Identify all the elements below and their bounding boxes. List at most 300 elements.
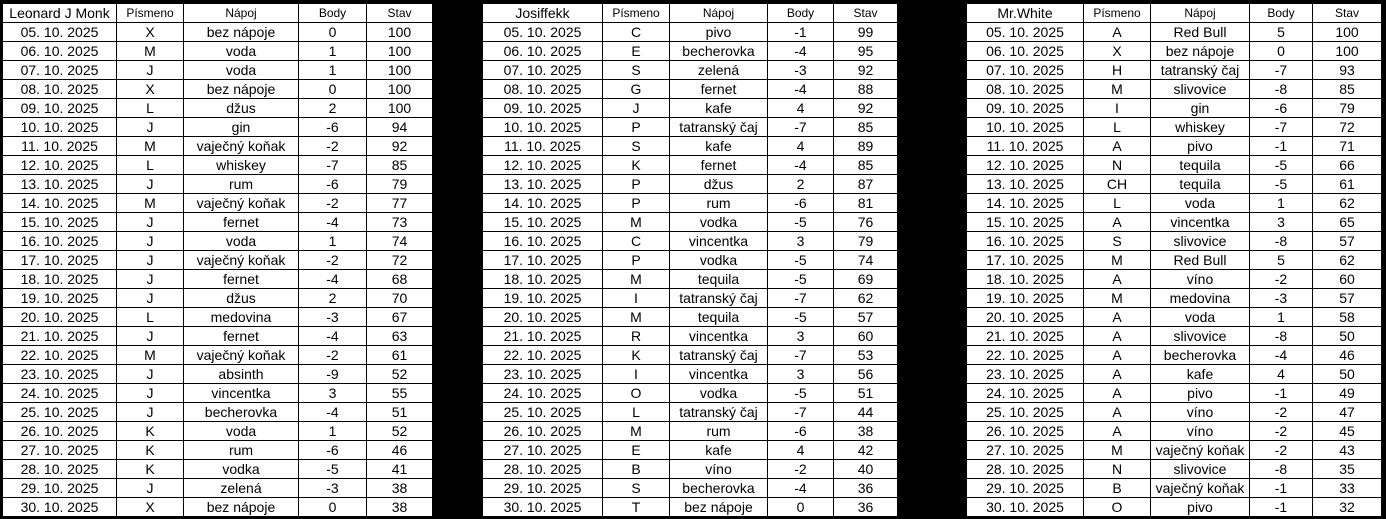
drink-cell: slivovice	[1151, 232, 1250, 251]
letter-cell: A	[1084, 137, 1151, 156]
date-cell: 05. 10. 2025	[967, 23, 1084, 42]
header-row	[483, 4, 898, 23]
points-cell: -4	[299, 270, 367, 289]
points-cell: 3	[299, 384, 367, 403]
status-cell: 36	[834, 498, 898, 517]
drink-cell: voda	[1151, 194, 1250, 213]
letter-cell: M	[117, 137, 184, 156]
letter-cell: C	[603, 23, 670, 42]
score-table	[966, 3, 1382, 517]
letter-cell: E	[603, 42, 670, 61]
status-cell: 35	[1313, 460, 1382, 479]
drink-cell: rum	[184, 175, 299, 194]
drink-header: Nápoj	[670, 4, 768, 23]
drink-cell: fernet	[184, 327, 299, 346]
letter-cell: K	[603, 156, 670, 175]
points-cell: -6	[299, 175, 367, 194]
date-cell: 08. 10. 2025	[483, 80, 603, 99]
table-row	[3, 232, 433, 251]
status-cell: 85	[1313, 80, 1382, 99]
status-cell: 58	[1313, 308, 1382, 327]
letter-cell: J	[117, 479, 184, 498]
date-cell: 08. 10. 2025	[967, 80, 1084, 99]
drink-cell: fernet	[670, 80, 768, 99]
points-cell: -2	[1250, 422, 1313, 441]
letter-cell: I	[1084, 99, 1151, 118]
points-cell: -2	[299, 137, 367, 156]
table-row	[967, 99, 1382, 118]
points-cell: -3	[1250, 289, 1313, 308]
points-cell: -5	[768, 270, 834, 289]
status-cell: 57	[834, 308, 898, 327]
table-row	[483, 308, 898, 327]
date-cell: 19. 10. 2025	[483, 289, 603, 308]
table-row	[483, 270, 898, 289]
points-cell: -7	[768, 403, 834, 422]
table-row	[483, 365, 898, 384]
letter-cell: N	[1084, 460, 1151, 479]
date-cell: 10. 10. 2025	[483, 118, 603, 137]
date-cell: 30. 10. 2025	[3, 498, 117, 517]
drink-cell: džus	[184, 99, 299, 118]
date-cell: 06. 10. 2025	[483, 42, 603, 61]
date-cell: 26. 10. 2025	[3, 422, 117, 441]
table-row	[3, 175, 433, 194]
letter-cell: M	[1084, 251, 1151, 270]
points-cell: 4	[768, 441, 834, 460]
drink-cell: bez nápoje	[184, 80, 299, 99]
drink-cell: vincentka	[670, 365, 768, 384]
status-cell: 85	[834, 156, 898, 175]
status-cell: 68	[367, 270, 433, 289]
letter-cell: M	[603, 213, 670, 232]
drink-cell: becherovka	[670, 479, 768, 498]
points-cell: -7	[768, 289, 834, 308]
date-cell: 28. 10. 2025	[967, 460, 1084, 479]
status-cell: 99	[834, 23, 898, 42]
status-cell: 67	[367, 308, 433, 327]
status-cell: 44	[834, 403, 898, 422]
drink-cell: medovina	[184, 308, 299, 327]
date-cell: 25. 10. 2025	[3, 403, 117, 422]
letter-cell: J	[117, 118, 184, 137]
drink-cell: bez nápoje	[184, 498, 299, 517]
letter-cell: J	[117, 384, 184, 403]
table-row	[3, 99, 433, 118]
date-cell: 29. 10. 2025	[483, 479, 603, 498]
status-cell: 85	[834, 118, 898, 137]
table-row	[967, 289, 1382, 308]
letter-cell: L	[1084, 194, 1151, 213]
points-cell: -8	[1250, 80, 1313, 99]
table-row	[483, 213, 898, 232]
status-cell: 57	[1313, 232, 1382, 251]
table-row	[3, 498, 433, 517]
date-cell: 27. 10. 2025	[967, 441, 1084, 460]
table-row	[967, 23, 1382, 42]
player-name-header: Leonard J Monk	[3, 4, 117, 23]
drink-cell: gin	[1151, 99, 1250, 118]
status-cell: 32	[1313, 498, 1382, 517]
date-cell: 15. 10. 2025	[483, 213, 603, 232]
date-cell: 13. 10. 2025	[3, 175, 117, 194]
drink-cell: fernet	[184, 270, 299, 289]
table-row	[483, 118, 898, 137]
status-cell: 33	[1313, 479, 1382, 498]
points-cell: -4	[299, 327, 367, 346]
drink-cell: Red Bull	[1151, 23, 1250, 42]
drink-cell: tatranský čaj	[670, 346, 768, 365]
table-row	[3, 251, 433, 270]
status-cell: 56	[834, 365, 898, 384]
date-cell: 29. 10. 2025	[3, 479, 117, 498]
points-cell: 0	[299, 498, 367, 517]
table-row	[483, 61, 898, 80]
status-cell: 36	[834, 479, 898, 498]
letter-cell: J	[117, 365, 184, 384]
table-row	[967, 498, 1382, 517]
status-cell: 65	[1313, 213, 1382, 232]
drink-cell: zelená	[670, 61, 768, 80]
date-cell: 06. 10. 2025	[3, 42, 117, 61]
letter-cell: M	[1084, 441, 1151, 460]
points-cell: 1	[299, 61, 367, 80]
letter-cell: N	[1084, 156, 1151, 175]
status-cell: 89	[834, 137, 898, 156]
drink-cell: becherovka	[670, 42, 768, 61]
letter-cell: P	[603, 194, 670, 213]
drink-cell: džus	[184, 289, 299, 308]
table-row	[967, 422, 1382, 441]
drink-cell: voda	[184, 422, 299, 441]
date-cell: 13. 10. 2025	[483, 175, 603, 194]
table-row	[3, 137, 433, 156]
status-cell: 73	[367, 213, 433, 232]
drink-cell: voda	[1151, 308, 1250, 327]
date-cell: 16. 10. 2025	[3, 232, 117, 251]
letter-cell: L	[117, 99, 184, 118]
letter-header: Písmeno	[603, 4, 670, 23]
table-row	[3, 479, 433, 498]
table-row	[483, 232, 898, 251]
drink-cell: gin	[184, 118, 299, 137]
date-cell: 27. 10. 2025	[3, 441, 117, 460]
status-cell: 38	[834, 422, 898, 441]
status-cell: 47	[1313, 403, 1382, 422]
date-cell: 15. 10. 2025	[3, 213, 117, 232]
letter-cell: X	[1084, 42, 1151, 61]
points-cell: -8	[1250, 460, 1313, 479]
table-row	[483, 42, 898, 61]
drink-cell: vincentka	[670, 327, 768, 346]
table-row	[967, 61, 1382, 80]
points-cell: 3	[768, 232, 834, 251]
date-cell: 11. 10. 2025	[3, 137, 117, 156]
drink-cell: vodka	[670, 213, 768, 232]
date-cell: 22. 10. 2025	[967, 346, 1084, 365]
drink-cell: tatranský čaj	[1151, 61, 1250, 80]
drink-cell: pivo	[1151, 384, 1250, 403]
status-cell: 62	[1313, 251, 1382, 270]
date-cell: 21. 10. 2025	[967, 327, 1084, 346]
letter-cell: M	[603, 422, 670, 441]
drink-cell: vodka	[670, 251, 768, 270]
status-cell: 100	[367, 61, 433, 80]
table-row	[967, 384, 1382, 403]
status-cell: 100	[1313, 23, 1382, 42]
date-cell: 25. 10. 2025	[967, 403, 1084, 422]
date-cell: 15. 10. 2025	[967, 213, 1084, 232]
status-cell: 93	[1313, 61, 1382, 80]
letter-cell: M	[1084, 80, 1151, 99]
letter-cell: K	[603, 346, 670, 365]
letter-cell: A	[1084, 365, 1151, 384]
date-cell: 20. 10. 2025	[3, 308, 117, 327]
letter-cell: A	[1084, 346, 1151, 365]
drink-cell: slivovice	[1151, 460, 1250, 479]
points-cell: -5	[1250, 175, 1313, 194]
letter-cell: K	[117, 441, 184, 460]
status-cell: 51	[367, 403, 433, 422]
table-row	[3, 327, 433, 346]
points-cell: 1	[299, 422, 367, 441]
letter-cell: B	[603, 460, 670, 479]
letter-cell: A	[1084, 403, 1151, 422]
letter-cell: B	[1084, 479, 1151, 498]
table-row	[3, 42, 433, 61]
date-cell: 22. 10. 2025	[3, 346, 117, 365]
points-cell: -1	[1250, 498, 1313, 517]
drink-cell: víno	[1151, 403, 1250, 422]
letter-cell: A	[1084, 23, 1151, 42]
points-cell: 0	[299, 23, 367, 42]
date-cell: 10. 10. 2025	[3, 118, 117, 137]
date-cell: 12. 10. 2025	[483, 156, 603, 175]
table-row	[3, 23, 433, 42]
drink-cell: kafe	[670, 441, 768, 460]
status-cell: 72	[1313, 118, 1382, 137]
drink-cell: kafe	[670, 99, 768, 118]
status-cell: 100	[367, 23, 433, 42]
header-row	[3, 4, 433, 23]
drink-cell: bez nápoje	[184, 23, 299, 42]
status-cell: 100	[367, 42, 433, 61]
status-cell: 51	[834, 384, 898, 403]
status-cell: 55	[367, 384, 433, 403]
status-cell: 70	[367, 289, 433, 308]
points-cell: -4	[299, 403, 367, 422]
drink-cell: vaječný koňak	[1151, 479, 1250, 498]
points-cell: -2	[299, 346, 367, 365]
date-cell: 13. 10. 2025	[967, 175, 1084, 194]
status-cell: 45	[1313, 422, 1382, 441]
letter-header: Písmeno	[1084, 4, 1151, 23]
letter-cell: L	[1084, 118, 1151, 137]
letter-cell: O	[603, 384, 670, 403]
points-cell: -2	[768, 460, 834, 479]
table-row	[3, 365, 433, 384]
drink-cell: vaječný koňak	[184, 346, 299, 365]
letter-cell: A	[1084, 327, 1151, 346]
score-table	[482, 3, 898, 517]
date-cell: 22. 10. 2025	[483, 346, 603, 365]
points-header: Body	[768, 4, 834, 23]
letter-cell: X	[117, 80, 184, 99]
status-cell: 62	[1313, 194, 1382, 213]
date-cell: 25. 10. 2025	[483, 403, 603, 422]
points-cell: -5	[1250, 156, 1313, 175]
table-row	[967, 232, 1382, 251]
table-row	[483, 80, 898, 99]
drink-cell: vaječný koňak	[184, 251, 299, 270]
points-cell: -7	[768, 346, 834, 365]
table-row	[483, 194, 898, 213]
table-row	[483, 422, 898, 441]
points-cell: 2	[768, 175, 834, 194]
table-row	[967, 156, 1382, 175]
drink-cell: víno	[1151, 422, 1250, 441]
letter-cell: J	[603, 99, 670, 118]
status-cell: 100	[367, 99, 433, 118]
date-cell: 24. 10. 2025	[967, 384, 1084, 403]
points-cell: -5	[768, 213, 834, 232]
table-row	[967, 175, 1382, 194]
drink-cell: vaječný koňak	[184, 137, 299, 156]
letter-cell: L	[117, 156, 184, 175]
points-cell: -7	[768, 118, 834, 137]
drink-cell: víno	[1151, 270, 1250, 289]
status-cell: 95	[834, 42, 898, 61]
letter-cell: P	[603, 251, 670, 270]
drink-cell: Red Bull	[1151, 251, 1250, 270]
drink-cell: voda	[184, 61, 299, 80]
player-name-header: Mr.White	[967, 4, 1084, 23]
letter-cell: C	[603, 232, 670, 251]
points-cell: -1	[1250, 384, 1313, 403]
table-row	[483, 137, 898, 156]
drink-cell: tequila	[670, 308, 768, 327]
status-cell: 74	[367, 232, 433, 251]
date-cell: 20. 10. 2025	[483, 308, 603, 327]
status-cell: 50	[1313, 327, 1382, 346]
points-cell: -7	[299, 156, 367, 175]
date-cell: 26. 10. 2025	[483, 422, 603, 441]
points-cell: -3	[299, 308, 367, 327]
letter-cell: P	[603, 118, 670, 137]
date-cell: 11. 10. 2025	[967, 137, 1084, 156]
date-cell: 14. 10. 2025	[483, 194, 603, 213]
date-cell: 18. 10. 2025	[3, 270, 117, 289]
table-row	[967, 251, 1382, 270]
letter-cell: J	[117, 327, 184, 346]
letter-cell: R	[603, 327, 670, 346]
status-cell: 38	[367, 479, 433, 498]
date-cell: 11. 10. 2025	[483, 137, 603, 156]
table-row	[483, 327, 898, 346]
points-cell: -4	[768, 479, 834, 498]
letter-cell: M	[1084, 289, 1151, 308]
table-row	[483, 460, 898, 479]
drink-cell: becherovka	[184, 403, 299, 422]
letter-cell: I	[603, 289, 670, 308]
points-cell: -6	[299, 441, 367, 460]
date-cell: 21. 10. 2025	[483, 327, 603, 346]
drink-cell: tequila	[1151, 175, 1250, 194]
letter-cell: J	[117, 213, 184, 232]
status-cell: 57	[1313, 289, 1382, 308]
points-cell: -4	[1250, 346, 1313, 365]
drink-cell: vodka	[184, 460, 299, 479]
status-cell: 43	[1313, 441, 1382, 460]
drink-cell: becherovka	[1151, 346, 1250, 365]
table-row	[3, 384, 433, 403]
date-cell: 17. 10. 2025	[967, 251, 1084, 270]
status-cell: 87	[834, 175, 898, 194]
table-row	[483, 99, 898, 118]
points-cell: 1	[299, 232, 367, 251]
status-cell: 79	[1313, 99, 1382, 118]
date-cell: 14. 10. 2025	[967, 194, 1084, 213]
points-header: Body	[299, 4, 367, 23]
date-cell: 24. 10. 2025	[3, 384, 117, 403]
date-cell: 19. 10. 2025	[3, 289, 117, 308]
table-row	[3, 308, 433, 327]
date-cell: 29. 10. 2025	[967, 479, 1084, 498]
status-cell: 40	[834, 460, 898, 479]
date-cell: 17. 10. 2025	[3, 251, 117, 270]
date-cell: 05. 10. 2025	[483, 23, 603, 42]
table-row	[967, 80, 1382, 99]
date-cell: 16. 10. 2025	[967, 232, 1084, 251]
status-header: Stav	[1313, 4, 1382, 23]
status-cell: 46	[367, 441, 433, 460]
table-row	[3, 80, 433, 99]
table-row	[3, 403, 433, 422]
points-cell: -2	[1250, 441, 1313, 460]
table-row	[483, 498, 898, 517]
points-cell: 4	[768, 137, 834, 156]
date-cell: 07. 10. 2025	[967, 61, 1084, 80]
points-cell: -1	[768, 23, 834, 42]
date-cell: 30. 10. 2025	[967, 498, 1084, 517]
letter-cell: X	[117, 23, 184, 42]
points-cell: 3	[768, 365, 834, 384]
points-cell: 5	[1250, 251, 1313, 270]
points-cell: -6	[768, 422, 834, 441]
points-cell: 3	[1250, 213, 1313, 232]
letter-cell: M	[603, 270, 670, 289]
drink-cell: medovina	[1151, 289, 1250, 308]
date-cell: 14. 10. 2025	[3, 194, 117, 213]
points-cell: 0	[299, 80, 367, 99]
points-cell: 1	[1250, 308, 1313, 327]
drink-cell: whiskey	[184, 156, 299, 175]
date-cell: 30. 10. 2025	[483, 498, 603, 517]
table-row	[967, 137, 1382, 156]
table-row	[483, 441, 898, 460]
points-cell: -1	[1250, 137, 1313, 156]
date-cell: 19. 10. 2025	[967, 289, 1084, 308]
table-row	[3, 61, 433, 80]
date-cell: 09. 10. 2025	[3, 99, 117, 118]
date-cell: 23. 10. 2025	[3, 365, 117, 384]
date-cell: 16. 10. 2025	[483, 232, 603, 251]
letter-cell: J	[117, 270, 184, 289]
points-cell: -4	[299, 213, 367, 232]
letter-cell: P	[603, 175, 670, 194]
status-cell: 41	[367, 460, 433, 479]
date-cell: 05. 10. 2025	[3, 23, 117, 42]
